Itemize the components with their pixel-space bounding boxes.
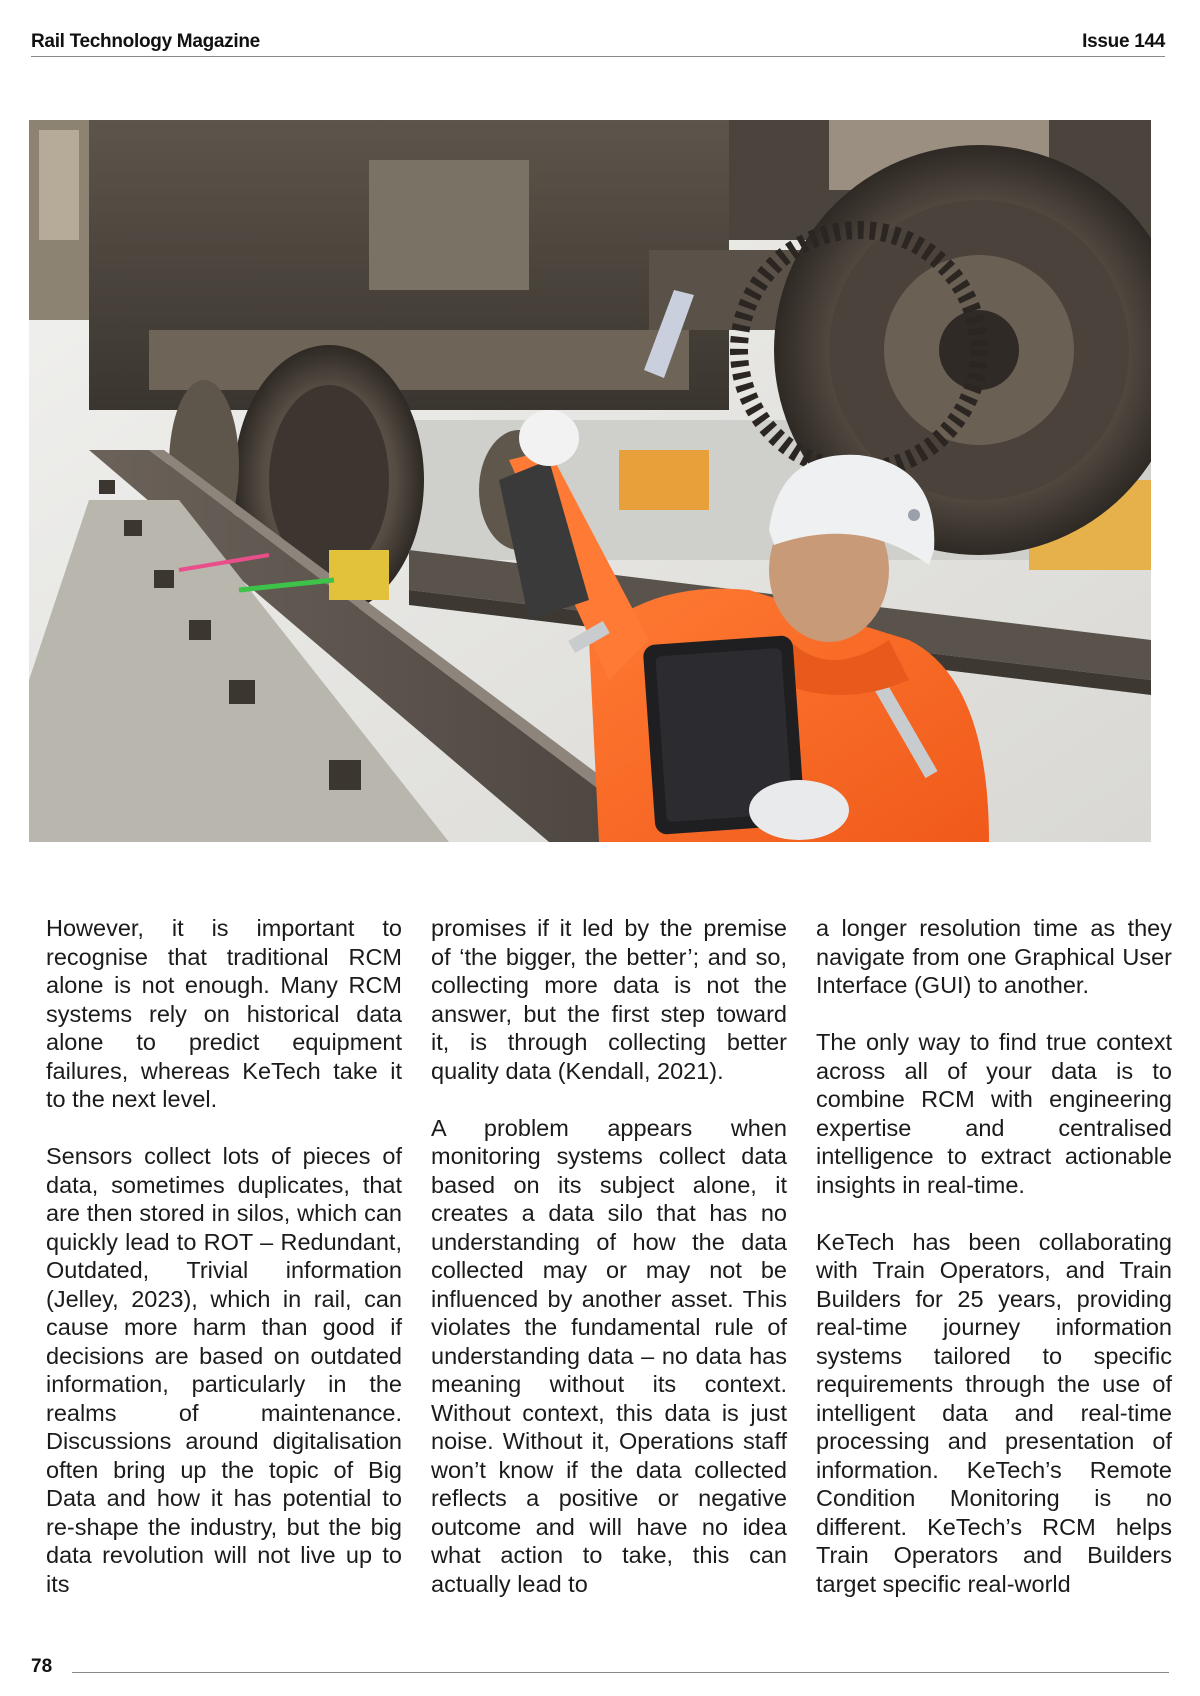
paragraph: A problem appears when monitoring systems collect data based on its subject alone, it creates a data silo that has no understanding of how the data collected may or may not be influenced by another asset. This violates the fundamental rule of understanding data – no data has meaning without its context. Without context, this data is just noise. Without it, Operations staff won’t know if the data collected reflects a positive or negative outcome and will have no idea what action to take, this can actually lead to (431, 1114, 787, 1597)
page-number: 78 (31, 1656, 53, 1677)
footer-divider (72, 1672, 1169, 1673)
paragraph: However, it is important to recognise that traditional RCM alone is not enough. Many RCM systems rely on historical data alone to predict equipment failures, whereas KeTech take it to the next level. (46, 915, 402, 1112)
paragraph: a longer resolution time as they navigate from one Graphical User Interface (GUI) to another. (816, 915, 1172, 998)
page-header (31, 28, 1165, 57)
paragraph: promises if it led by the premise of ‘the bigger, the better’; and so, collecting more data is not the answer, but the first step toward it, is through collecting better quality data (Kendall, 2021). (431, 915, 787, 1084)
article-column-2 (431, 914, 787, 1598)
article-column-1 (46, 914, 402, 1598)
publication-name: Rail Technology Magazine (31, 31, 260, 52)
paragraph: The only way to find true context across all of your data is to combine RCM with engineering expertise and centralised intelligence to extract actionable insights in real-time. (816, 1029, 1172, 1198)
paragraph: KeTech has been collaborating with Train Operators, and Train Builders for 25 years, providing real-time journey information systems tailored to specific requirements through the use of intelligent data and real-time processing and presentation of information. KeTech’s Remote Condition Monitoring is no different. KeTech’s RCM helps Train Operators and Builders target specific real-world (816, 1228, 1172, 1597)
paragraph: Sensors collect lots of pieces of data, sometimes duplicates, that are then stored in silos, which can quickly lead to ROT – Redundant, Outdated, Trivial information (Jelley, 2023), which in rail, can cause more harm than good if decisions are based on outdated information, particularly in the realms of maintenance. Discussions around digitalisation often bring up the topic of Big Data and how it has potential to re-shape the industry, but the big data revolution will not live up to its (46, 1143, 402, 1597)
article-column-3 (816, 914, 1172, 1598)
page-footer (31, 1656, 1169, 1680)
railway-maintenance-photo (29, 120, 1151, 842)
issue-number: Issue 144 (1082, 31, 1165, 52)
